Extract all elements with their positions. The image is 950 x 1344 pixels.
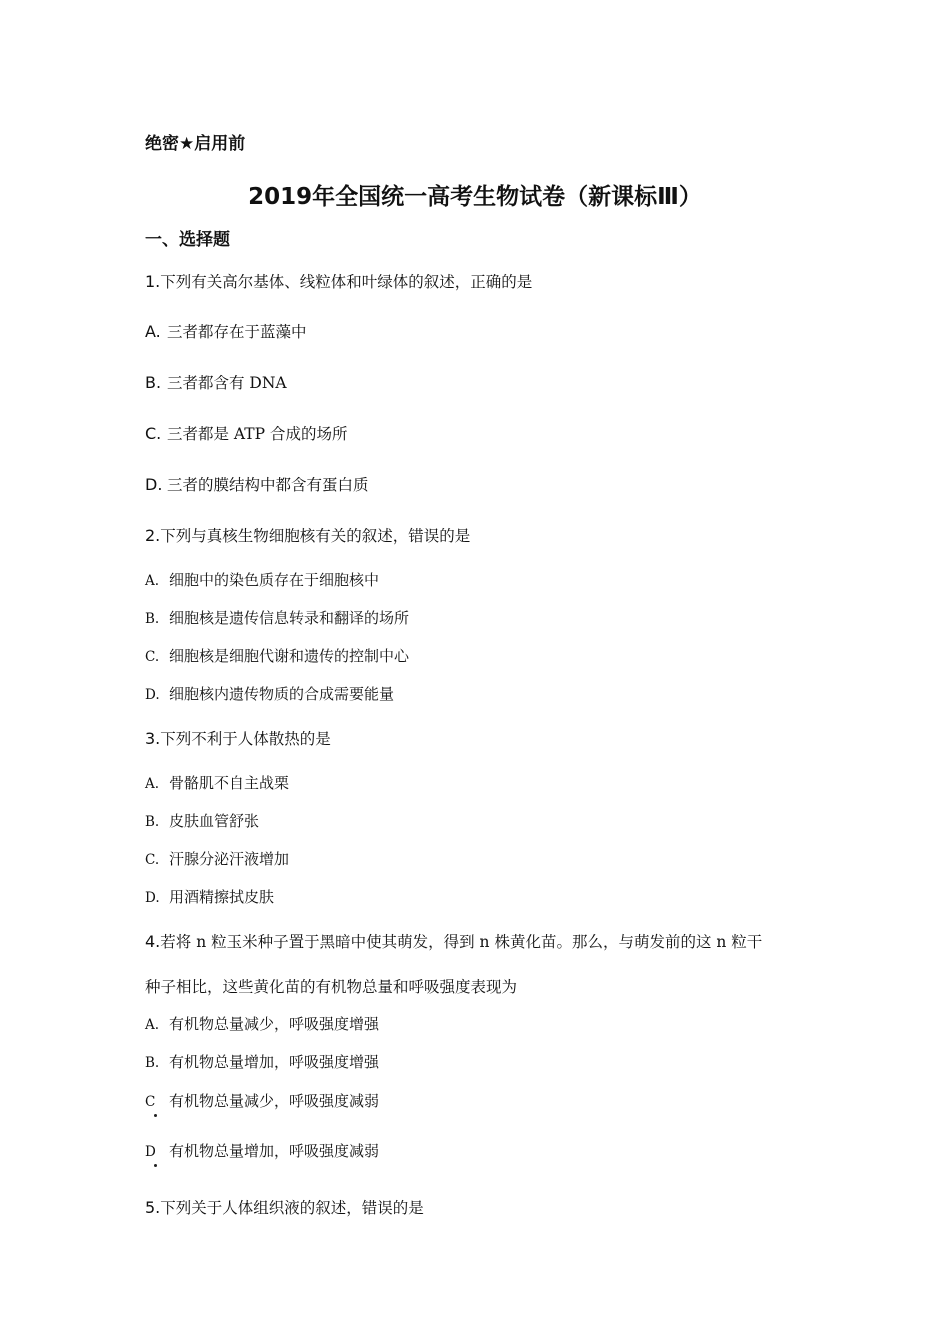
- option-letter: A.: [145, 776, 160, 792]
- option-letter: D.: [145, 475, 163, 494]
- option-letter: D: [145, 1144, 156, 1160]
- question-text: 若将 n 粒玉米种子置于黑暗中使其萌发，得到 n 株黄化苗。那么，与萌发前的这 n 粒干: [160, 933, 763, 951]
- option-text: 细胞核是细胞代谢和遗传的控制中心: [169, 647, 410, 665]
- question-number: 5.: [145, 1198, 161, 1217]
- confidential-label: 绝密★启用前: [145, 134, 246, 154]
- question-1-option-c: [145, 422, 347, 444]
- question-4-option-b: [145, 1051, 379, 1072]
- option-letter: B.: [145, 611, 160, 627]
- section-heading: 一、选择题: [145, 230, 230, 250]
- question-2-option-b: [145, 607, 409, 628]
- question-3-option-a: [145, 772, 289, 793]
- option-letter: A.: [145, 1017, 160, 1033]
- option-letter: B.: [145, 1055, 160, 1071]
- option-text: 三者的膜结构中都含有蛋白质: [167, 476, 369, 494]
- option-letter: A.: [145, 573, 160, 589]
- option-text: 皮肤血管舒张: [169, 812, 260, 830]
- question-2-stem: [145, 524, 470, 546]
- question-5-stem: [145, 1196, 424, 1218]
- question-number: 3.: [145, 729, 161, 748]
- option-text: 有机物总量减少，呼吸强度减弱: [169, 1092, 380, 1110]
- option-letter: B.: [145, 814, 160, 830]
- question-2-option-c: [145, 645, 409, 666]
- question-1-option-d: [145, 473, 369, 495]
- option-text: 细胞中的染色质存在于细胞核中: [169, 571, 380, 589]
- question-text: 下列不利于人体散热的是: [160, 730, 331, 748]
- exam-title: 2019年全国统一高考生物试卷（新课标Ⅲ）: [248, 184, 702, 210]
- question-3-option-b: [145, 810, 259, 831]
- option-letter: B.: [145, 373, 162, 392]
- stray-period-mark: [154, 1114, 157, 1117]
- option-text: 用酒精擦拭皮肤: [169, 888, 275, 906]
- option-text: 汗腺分泌汗液增加: [169, 850, 290, 868]
- question-3-stem: [145, 727, 331, 749]
- question-1-option-a: [145, 320, 307, 342]
- option-text: 骨骼肌不自主战栗: [169, 774, 290, 792]
- option-letter: C.: [145, 852, 160, 868]
- option-text: 有机物总量增加，呼吸强度减弱: [169, 1142, 380, 1160]
- question-text: 下列与真核生物细胞核有关的叙述，错误的是: [160, 527, 471, 545]
- option-letter: C.: [145, 424, 162, 443]
- option-letter: D.: [145, 687, 160, 703]
- option-text: 有机物总量增加，呼吸强度增强: [169, 1053, 380, 1071]
- question-4-option-c: [145, 1090, 379, 1111]
- option-letter: C.: [145, 649, 160, 665]
- question-4-stem-line-2: 种子相比，这些黄化苗的有机物总量和呼吸强度表现为: [145, 978, 518, 996]
- option-text: 三者都是 ATP 合成的场所: [167, 425, 348, 443]
- question-number: 4.: [145, 932, 161, 951]
- option-text: 细胞核是遗传信息转录和翻译的场所: [169, 609, 410, 627]
- question-2-option-a: [145, 569, 379, 590]
- stray-period-mark: [154, 1164, 157, 1167]
- question-text: 下列关于人体组织液的叙述，错误的是: [160, 1199, 424, 1217]
- question-4-option-d: [145, 1140, 379, 1161]
- question-number: 2.: [145, 526, 161, 545]
- question-4-option-a: [145, 1013, 379, 1034]
- question-number: 1.: [145, 272, 161, 291]
- question-3-option-d: [145, 886, 274, 907]
- question-text: 下列有关高尔基体、线粒体和叶绿体的叙述，正确的是: [160, 273, 533, 291]
- option-text: 三者都存在于蓝藻中: [167, 323, 307, 341]
- option-letter: D.: [145, 890, 160, 906]
- option-letter: A.: [145, 322, 161, 341]
- question-4-stem-line-1: [145, 930, 762, 952]
- option-text: 三者都含有 DNA: [167, 374, 287, 392]
- question-3-option-c: [145, 848, 289, 869]
- question-2-option-d: [145, 683, 394, 704]
- question-1-option-b: [145, 371, 287, 393]
- option-text: 有机物总量减少，呼吸强度增强: [169, 1015, 380, 1033]
- option-letter: C: [145, 1094, 156, 1110]
- question-1-stem: [145, 270, 532, 292]
- option-text: 细胞核内遗传物质的合成需要能量: [169, 685, 395, 703]
